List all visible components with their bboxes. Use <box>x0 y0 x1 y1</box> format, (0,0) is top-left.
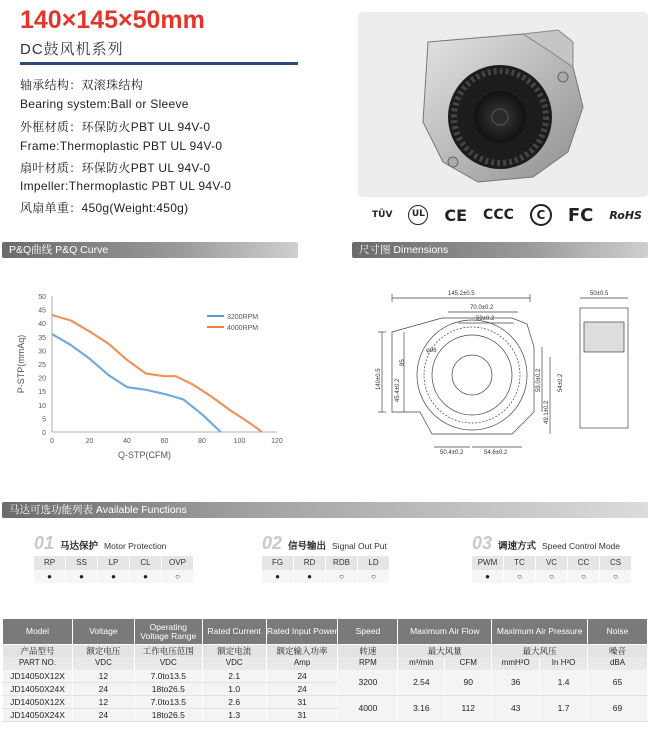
model-cell: JD14050X24X <box>3 708 73 721</box>
series-line-4000RPM <box>52 315 262 432</box>
tuv-cert-icon: TÜV <box>372 210 393 220</box>
power-cell: 31 <box>266 708 338 721</box>
option-mark: ● <box>294 570 326 583</box>
option-label: CC <box>568 556 600 570</box>
unit-cell: VDC <box>134 657 202 670</box>
fcc-cert-icon: FC <box>567 204 594 226</box>
y-tick-label: 10 <box>38 402 46 410</box>
model-cell: JD14050X12X <box>3 670 73 683</box>
x-axis-label: Q-STP(CFM) <box>118 450 171 460</box>
ul-cert-icon: UL <box>408 205 428 225</box>
pq-curve-chart <box>2 262 302 472</box>
option-label: SS <box>66 556 98 570</box>
option-label: RD <box>294 556 326 570</box>
cn-header: 最大风压 <box>492 645 588 658</box>
blower-fan-image <box>358 12 648 197</box>
cn-header: 产品型号 <box>3 645 73 658</box>
dim-label: 49.1±0.2 <box>544 400 550 424</box>
option-mark: ● <box>66 570 98 583</box>
spec-table <box>2 618 648 722</box>
option-label: RDB <box>326 556 358 570</box>
x-tick-label: 60 <box>160 438 169 445</box>
certification-row <box>372 200 642 230</box>
unit-cell: CFM <box>445 657 492 670</box>
option-mark: ○ <box>568 570 600 583</box>
current-cell: 2.6 <box>202 695 266 708</box>
column-header: Maximum Air Flow <box>398 619 492 645</box>
group-number: 02 <box>262 533 283 553</box>
option-mark: ○ <box>536 570 568 583</box>
spec-line: Bearing system:Ball or Sleeve <box>20 97 189 111</box>
legend-label: 3200RPM <box>227 314 259 321</box>
column-header: Maximum Air Pressure <box>492 619 588 645</box>
option-label: CS <box>600 556 632 570</box>
option-mark: ○ <box>504 570 536 583</box>
column-header: Speed <box>338 619 398 645</box>
pressure-mm-cell: 36 <box>492 670 540 696</box>
noise-cell: 65 <box>588 670 648 696</box>
option-label: CL <box>130 556 162 570</box>
table-unit-row <box>3 657 648 670</box>
pq-curve-header: P&Q曲线 P&Q Curve <box>2 242 298 258</box>
y-tick-label: 20 <box>38 375 46 383</box>
group-title-en: Speed Control Mode <box>542 541 621 551</box>
unit-cell: Amp <box>266 657 338 670</box>
airflow-cfm-cell: 112 <box>445 695 492 721</box>
group-number: 01 <box>34 533 55 553</box>
model-cell: JD14050X24X <box>3 682 73 695</box>
column-header: Rated Input Power <box>266 619 338 645</box>
x-tick-label: 20 <box>85 438 94 445</box>
column-header: Rated Current <box>202 619 266 645</box>
product-photo <box>358 12 648 197</box>
dim-label: 85 <box>400 359 406 366</box>
spec-line: 扇叶材质：环保防火PBT UL 94V-0 <box>20 161 211 175</box>
range-cell: 18to26.5 <box>134 708 202 721</box>
power-cell: 24 <box>266 682 338 695</box>
range-cell: 7.0to13.5 <box>134 695 202 708</box>
series-line-3200RPM <box>52 334 221 432</box>
cn-header: 额定电流 <box>202 645 266 658</box>
pressure-in-cell: 1.7 <box>540 695 588 721</box>
ce-cert-icon: CE <box>444 205 468 225</box>
option-label: VC <box>536 556 568 570</box>
functions-header: 马达可选功能列表 Available Functions <box>2 502 648 518</box>
cn-header: 工作电压范围 <box>134 645 202 658</box>
option-mark: ● <box>34 570 66 583</box>
option-label: LD <box>358 556 390 570</box>
option-label: OVP <box>162 556 194 570</box>
unit-cell: VDC <box>202 657 266 670</box>
y-tick-label: 45 <box>38 307 46 315</box>
voltage-cell: 12 <box>72 695 134 708</box>
dim-label: 50±0.5 <box>590 291 609 297</box>
signal-output-group <box>262 533 390 583</box>
y-tick-label: 50 <box>38 294 46 301</box>
dim-label: 50.4±0.2 <box>440 450 464 456</box>
y-tick-label: 25 <box>38 362 46 369</box>
option-mark: ● <box>472 570 504 583</box>
cn-header: 转速 <box>338 645 398 658</box>
group-number: 03 <box>472 533 493 553</box>
unit-cell: dBA <box>588 657 648 670</box>
unit-cell: RPM <box>338 657 398 670</box>
y-tick-label: 40 <box>38 321 46 329</box>
option-label: PWM <box>472 556 504 570</box>
airflow-cfm-cell: 90 <box>445 670 492 696</box>
y-tick-label: 15 <box>38 389 46 397</box>
airflow-m3-cell: 2.54 <box>398 670 445 696</box>
table-header-row <box>3 619 648 645</box>
option-label: LP <box>98 556 130 570</box>
y-tick-label: 5 <box>42 416 46 424</box>
speed-cell: 4000 <box>338 695 398 721</box>
column-header: Model <box>3 619 73 645</box>
unit-cell: PART NO. <box>3 657 73 670</box>
dim-label: 59.0±0.2 <box>536 368 542 392</box>
ccc-cert-icon: CCC <box>483 207 514 223</box>
column-header: Operating Voltage Range <box>134 619 202 645</box>
power-cell: 24 <box>266 670 338 683</box>
spec-line: 外框材质：环保防火PBT UL 94V-0 <box>20 120 211 134</box>
unit-cell: In H²O <box>540 657 588 670</box>
spec-line: 轴承结构：双滚珠结构 <box>20 78 144 92</box>
unit-cell: m³/min <box>398 657 445 670</box>
cn-header: 最大风量 <box>398 645 492 658</box>
option-label: FG <box>262 556 294 570</box>
legend-label: 4000RPM <box>227 325 259 332</box>
dim-label: 54±0.2 <box>558 373 564 392</box>
dimension-drawing <box>352 262 648 472</box>
spec-line: Frame:Thermoplastic PBT UL 94V-0 <box>20 139 223 153</box>
dim-label: 145.2±0.5 <box>448 291 475 297</box>
current-cell: 1.0 <box>202 682 266 695</box>
unit-cell: VDC <box>72 657 134 670</box>
motor-protection-group <box>34 533 194 583</box>
dimensions-header: 尺寸图 Dimensions <box>352 242 648 258</box>
voltage-cell: 24 <box>72 708 134 721</box>
product-series: DC鼓风机系列 <box>20 41 124 58</box>
column-header: Noise <box>588 619 648 645</box>
group-title-cn: 马达保护 <box>60 541 99 552</box>
y-tick-label: 30 <box>38 348 46 356</box>
cn-header: 额定电压 <box>72 645 134 658</box>
table-cn-header-row <box>3 645 648 658</box>
option-mark: ○ <box>162 570 194 583</box>
voltage-cell: 12 <box>72 670 134 683</box>
range-cell: 7.0to13.5 <box>134 670 202 683</box>
cn-header: 噪音 <box>588 645 648 658</box>
pressure-mm-cell: 43 <box>492 695 540 721</box>
airflow-m3-cell: 3.16 <box>398 695 445 721</box>
option-mark: ○ <box>600 570 632 583</box>
y-tick-label: 0 <box>42 430 46 437</box>
pressure-in-cell: 1.4 <box>540 670 588 696</box>
dim-label: 140±0.5 <box>376 368 382 390</box>
dim-label: 54.6±0.2 <box>484 450 508 456</box>
x-tick-label: 120 <box>271 438 283 445</box>
x-tick-label: 80 <box>198 438 206 445</box>
group-title-en: Motor Protection <box>104 541 167 551</box>
option-label: TC <box>504 556 536 570</box>
unit-cell: mmH²O <box>492 657 540 670</box>
option-mark: ● <box>98 570 130 583</box>
spec-line: Impeller:Thermoplastic PBT UL 94V-0 <box>20 179 232 193</box>
cn-header: 额定输入功率 <box>266 645 338 658</box>
option-label: RP <box>34 556 66 570</box>
power-cell: 31 <box>266 695 338 708</box>
y-axis-label: P-STP(mmAq) <box>16 334 26 394</box>
table-row <box>3 670 648 683</box>
x-tick-label: 40 <box>123 438 131 445</box>
dim-label: φ96 <box>426 348 437 354</box>
dim-label: 59±0.2 <box>476 316 495 322</box>
column-header: Voltage <box>72 619 134 645</box>
voltage-cell: 24 <box>72 682 134 695</box>
option-mark: ○ <box>358 570 390 583</box>
group-title-cn: 调速方式 <box>498 541 537 552</box>
x-tick-label: 0 <box>50 438 54 445</box>
group-title-cn: 信号输出 <box>288 541 327 552</box>
x-tick-label: 100 <box>233 438 246 445</box>
y-tick-label: 35 <box>38 334 46 342</box>
dim-label: 45.4±0.2 <box>395 378 401 402</box>
current-cell: 2.1 <box>202 670 266 683</box>
dim-label: 70.0±0.2 <box>470 305 494 311</box>
noise-cell: 69 <box>588 695 648 721</box>
model-cell: JD14050X12X <box>3 695 73 708</box>
group-title-en: Signal Out Put <box>332 541 387 551</box>
speed-control-group <box>472 533 632 583</box>
c-cert-icon: C <box>530 204 552 226</box>
option-mark: ● <box>130 570 162 583</box>
range-cell: 18to26.5 <box>134 682 202 695</box>
product-title: 140×145×50mm <box>20 6 205 34</box>
spec-line: 风扇单重：450g(Weight:450g) <box>20 201 189 215</box>
speed-cell: 3200 <box>338 670 398 696</box>
option-mark: ● <box>262 570 294 583</box>
option-mark: ○ <box>326 570 358 583</box>
current-cell: 1.3 <box>202 708 266 721</box>
title-underline <box>20 62 298 65</box>
rohs-cert-icon: RoHS <box>609 208 642 222</box>
table-row <box>3 695 648 708</box>
